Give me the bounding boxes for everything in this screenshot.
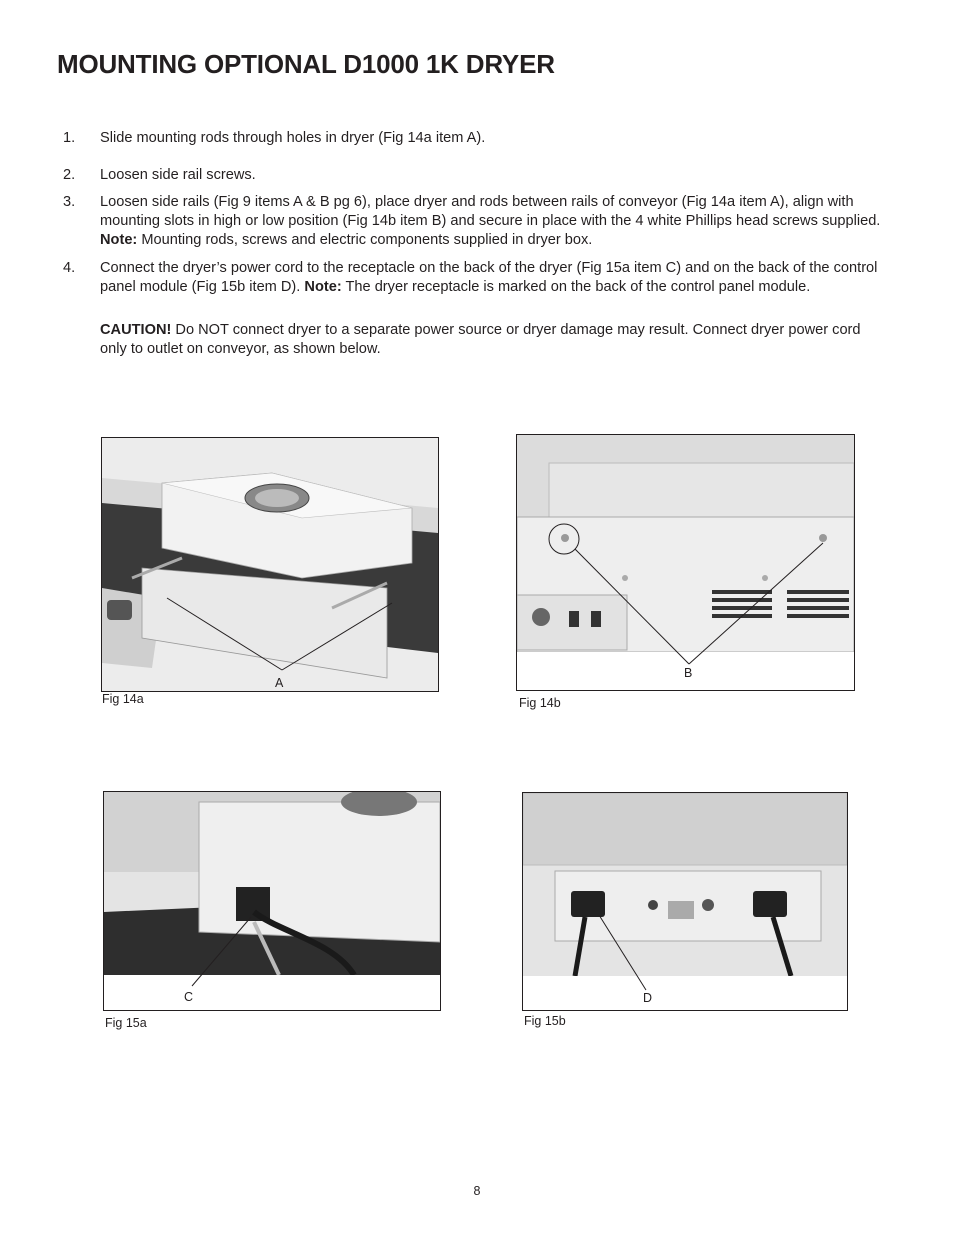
callout-label: D bbox=[643, 991, 653, 1005]
caution-label: CAUTION! bbox=[100, 322, 172, 338]
step-1 bbox=[63, 129, 890, 148]
figure-caption: Fig 15a bbox=[105, 1016, 147, 1030]
step-4 bbox=[63, 259, 890, 297]
step-text: Loosen side rail screws. bbox=[100, 167, 256, 183]
step-text: Connect the dryer’s power cord to the receptacle on the back of the dryer (Fig 15a item C) and on the back of the control panel module (Fig 15b item D). Note: The dryer receptacle is marked on the back of the control panel module. bbox=[100, 260, 878, 295]
figure-15a bbox=[103, 791, 441, 1011]
note-label: Note: bbox=[100, 232, 138, 248]
page-number: 8 bbox=[473, 1184, 481, 1198]
step-2 bbox=[63, 166, 890, 185]
note-label: Note: bbox=[304, 279, 342, 295]
callout-label: B bbox=[684, 666, 693, 680]
step-number: 2. bbox=[63, 167, 76, 183]
figure-caption: Fig 14a bbox=[102, 692, 144, 706]
figure-caption: Fig 14b bbox=[519, 696, 561, 710]
figure-14b bbox=[516, 434, 855, 691]
caution-note: CAUTION! Do NOT connect dryer to a separate power source or dryer damage may result. Connect dryer power cord only to outlet on conveyor, as shown below. bbox=[100, 322, 861, 357]
callout-label: C bbox=[184, 990, 194, 1004]
step-number: 1. bbox=[63, 130, 76, 146]
figure-14a bbox=[101, 437, 439, 692]
figure-15b bbox=[522, 792, 848, 1011]
dryer-on-conveyor-photo bbox=[102, 438, 438, 691]
callout-label: A bbox=[275, 676, 284, 690]
step-text: Loosen side rails (Fig 9 items A & B pg 6), place dryer and rods between rails of conveyor (Fig 14a item A), align with mounting slots in high or low position (Fig 14b item B) and secure in place with the 4 white Phillips head screws supplied. Note: Mounting rods, screws and electric components supplied in dryer box. bbox=[100, 194, 881, 248]
figure-caption: Fig 15b bbox=[524, 1014, 566, 1028]
page-title: MOUNTING OPTIONAL D1000 1K DRYER bbox=[57, 49, 555, 79]
step-text: Slide mounting rods through holes in dryer (Fig 14a item A). bbox=[100, 130, 486, 146]
step-3 bbox=[63, 193, 890, 250]
mounting-slots-photo bbox=[517, 435, 854, 690]
step-number: 4. bbox=[63, 260, 76, 276]
dryer-receptacle-photo bbox=[104, 792, 440, 1010]
control-panel-receptacle-photo bbox=[523, 793, 847, 1010]
step-number: 3. bbox=[63, 194, 76, 210]
